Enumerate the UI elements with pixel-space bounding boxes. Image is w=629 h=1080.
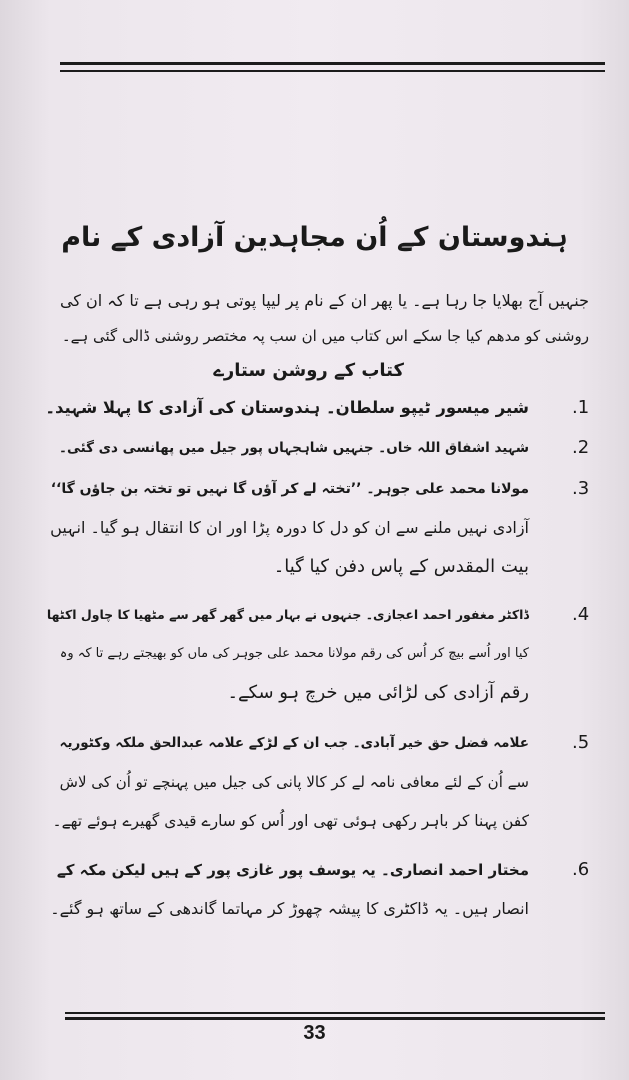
item-6-line-1: مختار احمد انصاری۔ یہ یوسف پور غازی پور کے ہیں لیکن مکہ کے [56, 861, 529, 879]
item-3-line-2: آزادی نہیں ملنے سے ان کو دل کا دورہ پڑا اور ان کا انتقال ہو گیا۔ انہیں [50, 518, 529, 537]
top-rule-thin [60, 70, 605, 72]
item-5-line-3: کفن پہنا کر باہر رکھی ہوئی تھی اور اُس کو سارے قیدی گھیرے ہوئے تھے۔ [52, 812, 529, 830]
item-6-number: 6. [572, 859, 590, 880]
item-1-number: 1. [572, 397, 590, 418]
intro-line-1: جنہیں آج بھلایا جا رہا ہے۔ یا پھر ان کے نام پر لیپا پوتی ہو رہی ہے تا کہ ان کی [59, 291, 589, 310]
item-4-line-3: رقم آزادی کی لڑائی میں خرچ ہو سکے۔ [227, 682, 529, 703]
item-2-line-1: شہید اشفاق اللہ خاں۔ جنہیں شاہجہاں پور جیل میں پھانسی دی گئی۔ [59, 440, 529, 456]
bottom-rule-thin [65, 1012, 605, 1014]
item-5-number: 5. [572, 732, 590, 753]
item-2-number: 2. [572, 437, 590, 458]
section-heading: کتاب کے روشن ستارے [213, 360, 404, 381]
item-5-line-1: علامہ فضل حق خیر آبادی۔ جب ان کے لڑکے علامہ عبدالحق ملکہ وکٹوریہ [59, 735, 529, 751]
bottom-rule-thick [65, 1017, 605, 1020]
item-1-line-1: شیر میسور ٹیپو سلطان۔ ہندوستان کی آزادی کا پہلا شہید۔ [45, 398, 529, 417]
item-3-line-3: بیت المقدس کے پاس دفن کیا گیا۔ [273, 556, 529, 577]
item-4-line-1: ڈاکٹر مغفور احمد اعجازی۔ جنہوں نے بہار میں گھر گھر سے مٹھیا کا چاول اکٹھا [46, 607, 529, 622]
item-6-line-2: انصار ہیں۔ یہ ڈاکٹری کا پیشہ چھوڑ کر مہاتما گاندھی کے ساتھ ہو گئے۔ [50, 899, 529, 918]
page-number: 33 [303, 1022, 326, 1044]
item-3-number: 3. [572, 478, 590, 499]
top-rule-thick [60, 62, 605, 65]
item-4-line-2: کیا اور اُسے بیچ کر اُس کی رقم مولانا محمد علی جوہر کی ماں کو بھیجتے رہے تا کہ وہ [59, 646, 529, 661]
item-5-line-2: سے اُن کے لئے معافی نامہ لے کر کالا پانی کی جیل میں پہنچے تو اُن کی لاش [59, 773, 529, 791]
item-3-line-1: مولانا محمد علی جوہر۔ ’’تختہ لے کر آؤں گا نہیں تو تختہ بن جاؤں گا‘‘ [50, 481, 529, 497]
intro-line-2: روشنی کو مدھم کیا جا سکے اس کتاب میں ان سب پہ مختصر روشنی ڈالی گئی ہے۔ [61, 327, 589, 345]
item-4-number: 4. [572, 604, 590, 625]
page-title: ہندوستان کے اُن مجاہدین آزادی کے نام [61, 222, 568, 253]
